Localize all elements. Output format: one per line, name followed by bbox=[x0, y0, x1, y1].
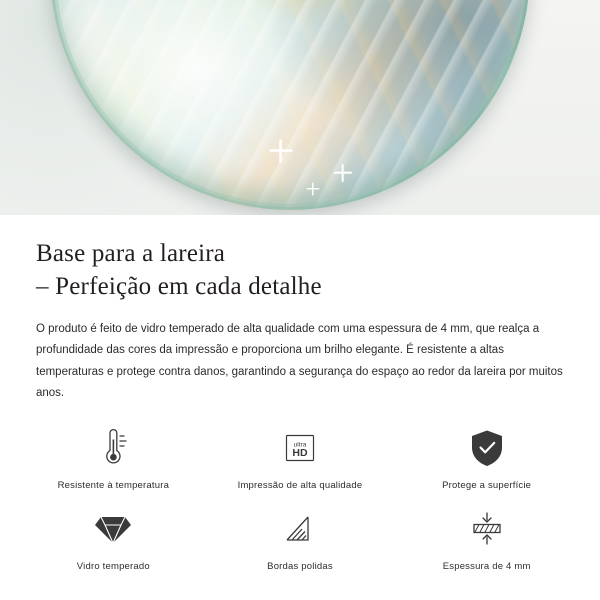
glass-board-artwork bbox=[50, 0, 530, 210]
diamond-icon bbox=[93, 507, 133, 551]
feature-item-thickness bbox=[393, 507, 580, 572]
ultra-hd-icon bbox=[280, 426, 320, 470]
thermometer-icon bbox=[96, 426, 130, 470]
feature-label: Resistente à temperatura bbox=[57, 480, 170, 492]
description-content bbox=[0, 215, 600, 404]
feature-label: Protege a superfície bbox=[442, 480, 532, 492]
feature-item-temperature bbox=[20, 426, 207, 491]
headline-line-2: – Perfeição em cada detalhe bbox=[36, 273, 322, 300]
page-title bbox=[36, 237, 564, 303]
feature-label: Impressão de alta qualidade bbox=[237, 480, 363, 492]
feature-label: Bordas polidas bbox=[267, 561, 333, 573]
thickness-icon bbox=[466, 507, 508, 551]
feature-item-print-quality bbox=[207, 426, 394, 491]
feature-item-tempered-glass bbox=[20, 507, 207, 572]
headline-line-1: Base para a lareira bbox=[36, 240, 226, 267]
svg-text:ultra: ultra bbox=[293, 441, 307, 449]
feature-item-polished-edges bbox=[207, 507, 394, 572]
shield-check-icon bbox=[468, 426, 506, 470]
svg-text:HD: HD bbox=[292, 447, 308, 460]
hero-image bbox=[0, 0, 600, 215]
feature-label: Espessura de 4 mm bbox=[442, 561, 531, 573]
feature-grid bbox=[0, 426, 600, 572]
description-paragraph: O produto é feito de vidro temperado de alta qualidade com uma espessura de 4 mm, que realça a profundidade das cores da impressão e proporciona um brilho elegante. É resistente a altas temperaturas e protege contra danos, garantindo a segurança do espaço ao redor da lareira por muitos anos. bbox=[36, 323, 563, 399]
feature-item-surface-protection bbox=[393, 426, 580, 491]
feature-label: Vidro temperado bbox=[76, 561, 150, 573]
polished-edges-icon bbox=[280, 507, 320, 551]
